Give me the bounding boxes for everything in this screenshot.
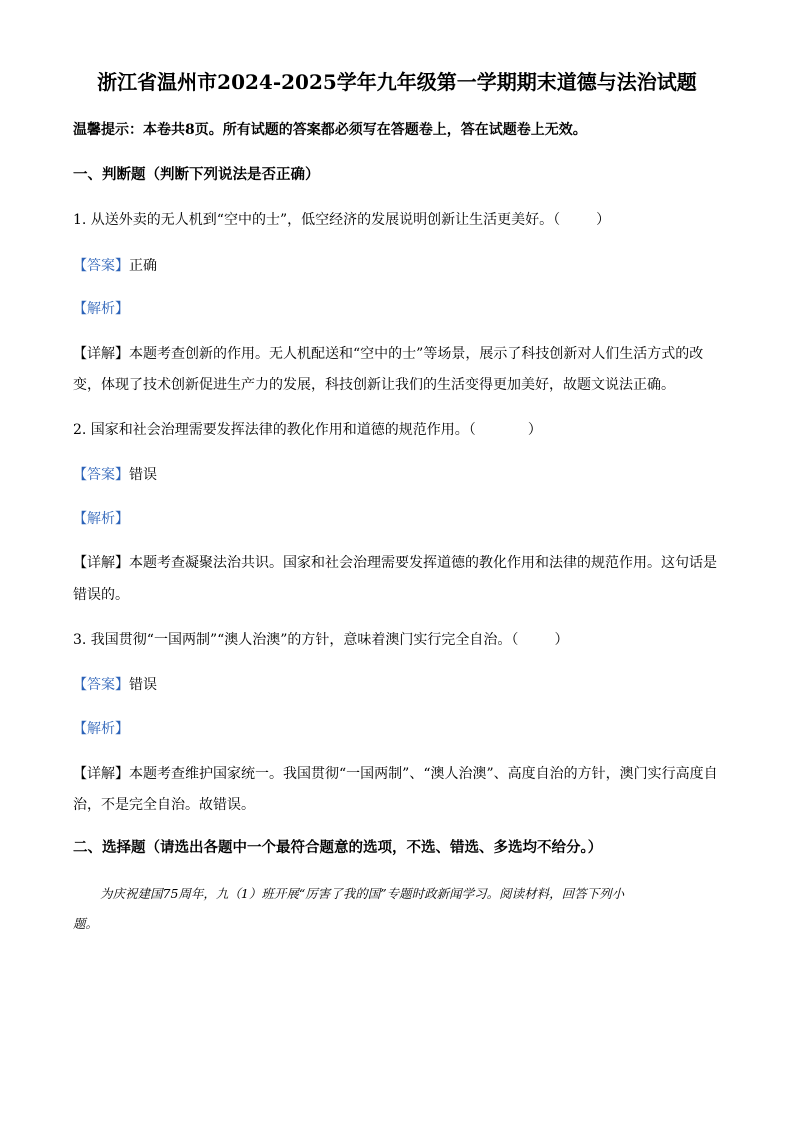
question-2 [73,420,721,440]
question-1-text: 1. 从送外卖的无人机到“空中的士”，低空经济的发展说明创新让生活更美好。（ [73,212,561,228]
question-1-detail-line-1 [73,344,721,364]
detail-tag: 【详解】 [73,766,129,782]
question-3-analysis [73,719,721,739]
analysis-tag: 【解析】 [73,301,129,317]
question-1-close: ） [596,212,611,228]
material-intro-line-1: 为庆祝建国75周年，九（1）班开展“厉害了我的国”专题时政新闻学习。阅读材料，回答下列小 [100,886,625,901]
answer-value: 正确 [129,258,157,274]
question-3-text: 3. 我国贯彻“一国两制”“澳人治澳”的方针，意味着澳门实行完全自治。（ [73,632,519,648]
detail-tag: 【详解】 [73,555,129,571]
detail-tag: 【详解】 [73,346,129,362]
answer-value: 错误 [129,677,157,693]
answer-value: 错误 [129,467,157,483]
question-2-answer [73,465,721,485]
section-2-heading: 二、选择题（请选出各题中一个最符合题意的选项，不选、错选、多选均不给分。） [73,839,603,856]
answer-tag: 【答案】 [73,467,129,483]
question-3-detail-line-2: 治，不是完全自治。故错误。 [73,797,255,813]
question-3 [73,630,721,650]
question-2-analysis [73,509,721,529]
analysis-tag: 【解析】 [73,721,129,737]
question-3-close: ） [554,632,569,648]
question-3-detail-line-1 [73,764,721,784]
notice: 温馨提示：本卷共8页。所有试题的答案都必须写在答题卷上，答在试题卷上无效。 [73,122,587,138]
question-3-answer [73,675,721,695]
section-1-heading: 一、判断题（判断下列说法是否正确） [73,166,320,183]
question-1-detail-line-2: 变，体现了技术创新促进生产力的发展，科技创新让我们的生活变得更加美好，故题文说法正确。 [73,377,675,393]
page-title: 浙江省温州市2024-2025学年九年级第一学期期末道德与法治试题 [97,70,697,94]
answer-tag: 【答案】 [73,677,129,693]
question-1 [73,210,721,230]
question-2-detail-line-1 [73,553,721,573]
question-2-close: ） [527,422,542,438]
question-2-detail-line-2: 错误的。 [73,587,129,603]
material-intro-line-2: 题。 [73,916,99,931]
question-2-text: 2. 国家和社会治理需要发挥法律的教化作用和道德的规范作用。（ [73,422,476,438]
question-1-analysis [73,299,721,319]
question-1-answer [73,256,721,276]
detail-text: 本题考查凝聚法治共识。国家和社会治理需要发挥道德的教化作用和法律的规范作用。这句话是 [129,555,717,571]
detail-text: 本题考查维护国家统一。我国贯彻“一国两制”、“澳人治澳”、高度自治的方针，澳门实行高度自 [129,766,718,782]
answer-tag: 【答案】 [73,258,129,274]
detail-text: 本题考查创新的作用。无人机配送和“空中的士”等场景，展示了科技创新对人们生活方式的改 [129,346,704,362]
analysis-tag: 【解析】 [73,511,129,527]
